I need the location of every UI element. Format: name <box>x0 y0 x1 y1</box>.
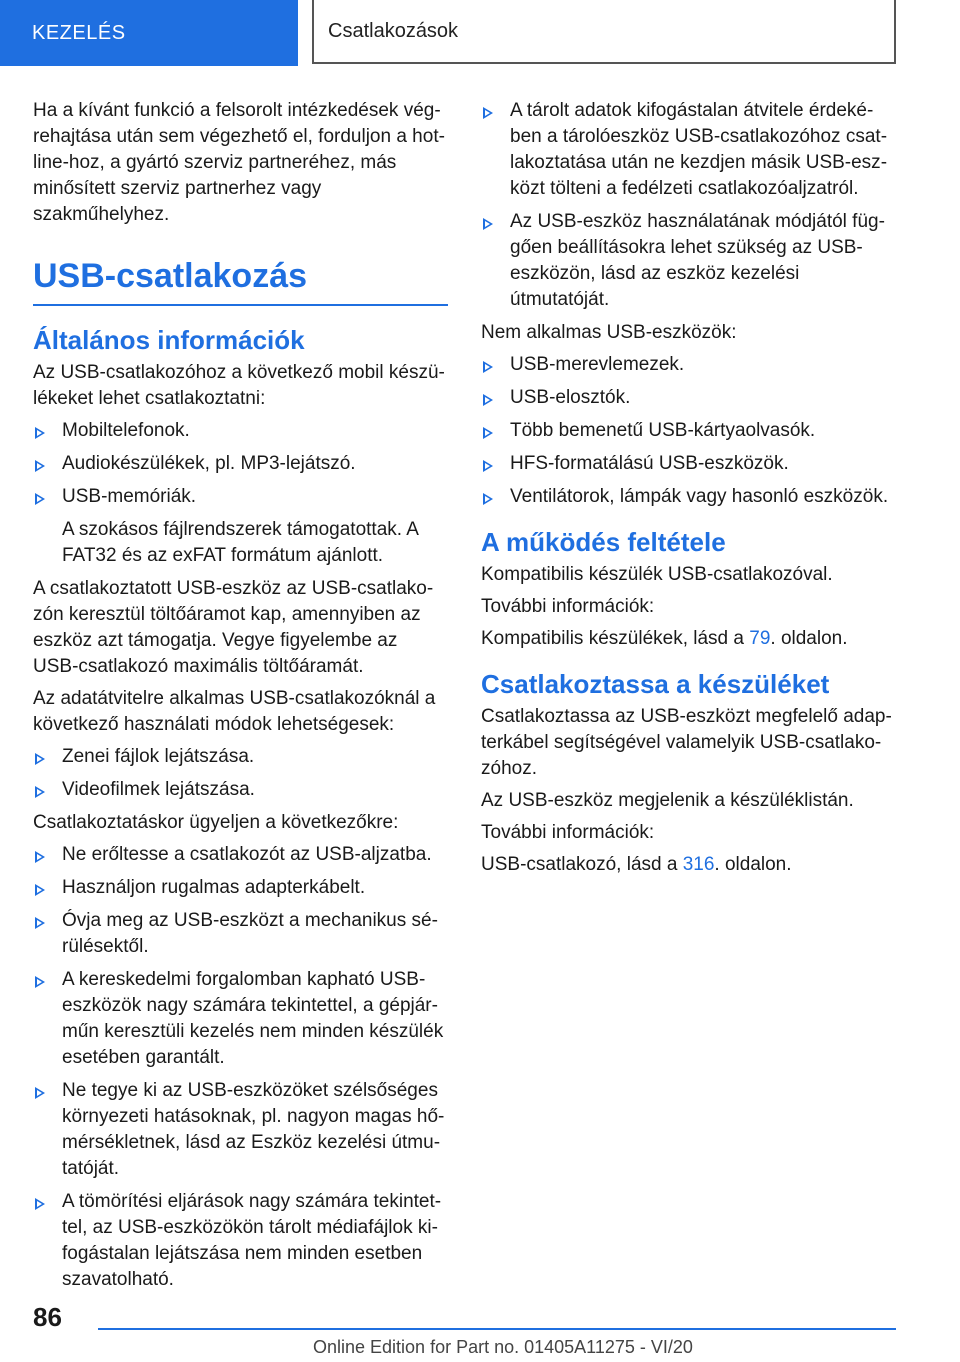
list-item <box>481 451 896 477</box>
requirement-text: Kompatibilis készülék USB-csatlakozóval. <box>481 564 833 585</box>
list-item-text: USB-merevlemezek. <box>510 354 685 375</box>
page-link-316[interactable]: 316 <box>682 854 715 875</box>
notes-list <box>33 842 448 1293</box>
unsuitable-paragraph: Nem alkalmas USB-eszközök: <box>481 322 737 343</box>
triangle-bullet-icon <box>483 107 493 119</box>
page-number: 86 <box>33 1302 62 1332</box>
list-item <box>481 352 896 378</box>
list-item-text: USB-memóriák. <box>62 486 197 507</box>
triangle-bullet-icon <box>35 1198 45 1210</box>
list-item-text: Videofilmek lejátszása. <box>62 779 255 800</box>
reference-text: USB-csatlakozó, lásd a <box>481 854 683 875</box>
triangle-bullet-icon <box>35 1087 45 1099</box>
list-item <box>33 744 448 770</box>
list-item <box>481 418 896 444</box>
triangle-bullet-icon <box>35 460 45 472</box>
list-item-text: Több bemenetű USB-kártyaolvasók. <box>510 420 816 441</box>
triangle-bullet-icon <box>35 786 45 798</box>
list-item-text: Zenei fájlok lejátszása. <box>62 746 255 767</box>
page-header <box>0 0 960 66</box>
connect-text: Csatlakoztassa az USB-eszközt megfelelő adapterkábel segítségével valamelyik USB-csatlakozóhoz. <box>481 706 892 779</box>
list-item <box>33 967 448 1071</box>
list-item <box>33 418 448 444</box>
requirement-reference <box>481 626 896 652</box>
connect-heading: Csatlakoztassa a készüléket <box>481 669 830 699</box>
list-item-text: A tárolt adatok kifogástalan átvitele érdekében a tárolóeszköz USB-csatlakozóhoz csatlakoztatása után ne kezdjen másik USB-eszközt tölteni a fedélzeti csatlakozóaljzatról. <box>510 100 888 199</box>
general-info-heading: Általános információk <box>33 325 305 355</box>
list-item-text: Ne tegye ki az USB-eszközöket szélsőséges környezeti hatásoknak, pl. nagyon magas hőmérsékletnek, lásd az Eszköz kezelési útmutatóját. <box>62 1080 445 1179</box>
list-item-text: Ventilátorok, lámpák vagy hasonló eszközök. <box>510 486 889 507</box>
triangle-bullet-icon <box>35 851 45 863</box>
unsuitable-list <box>481 352 896 510</box>
transfer-notes-list <box>481 98 896 313</box>
list-item-text: A tömörítési eljárások nagy számára tekintettel, az USB-eszközökön tárolt médiafájlok kifogástalan lejátszása nem minden esetben szavatolható. <box>62 1191 442 1290</box>
reference-suffix: . oldalon. <box>770 628 848 649</box>
charging-paragraph: A csatlakoztatott USB-eszköz az USB-csatlakozón keresztül töltőáramot kap, amennyiben az eszköz azt támogatja. Vegye figyelembe az USB-csatlakozó maximális töltőáramát. <box>33 578 434 677</box>
reference-text: Kompatibilis készülékek, lásd a <box>481 628 750 649</box>
device-list <box>33 418 448 510</box>
list-item <box>481 484 896 510</box>
triangle-bullet-icon <box>35 976 45 988</box>
left-column <box>33 98 448 1300</box>
list-item-text: Használjon rugalmas adapterkábelt. <box>62 877 366 898</box>
list-item <box>481 98 896 202</box>
triangle-bullet-icon <box>483 493 493 505</box>
triangle-bullet-icon <box>483 394 493 406</box>
list-item <box>33 777 448 803</box>
connect-more-label: További információk: <box>481 822 655 843</box>
edition-footer: Online Edition for Part no. 01405A11275 - VI/20 <box>313 1337 693 1357</box>
connect-reference <box>481 852 896 878</box>
reference-suffix: . oldalon. <box>714 854 792 875</box>
list-item <box>481 385 896 411</box>
requirement-heading: A működés feltétele <box>481 527 726 557</box>
triangle-bullet-icon <box>35 917 45 929</box>
chapter-title: Csatlakozások <box>312 0 896 64</box>
list-item-text: A kereskedelmi forgalomban kapható USB-eszközök nagy számára tekintettel, a gépjárműn keresztüli kezelés nem minden készülék esetében garantált. <box>62 969 444 1068</box>
section-tab: KEZELÉS <box>0 0 298 66</box>
page-link-79[interactable]: 79 <box>749 628 771 649</box>
list-item <box>33 484 448 510</box>
modes-list <box>33 744 448 803</box>
list-item <box>33 1078 448 1182</box>
list-item-text: HFS-formatálású USB-eszközök. <box>510 453 789 474</box>
list-item-text: Ne erőltesse a csatlakozót az USB-aljzatba. <box>62 844 432 865</box>
filesystem-note: A szokásos fájlrendszerek támogatottak. A FAT32 és az exFAT formátum ajánlott. <box>62 519 418 566</box>
footer-divider <box>98 1328 896 1330</box>
requirement-more-label: További információk: <box>481 596 655 617</box>
triangle-bullet-icon <box>483 460 493 472</box>
list-item-text: USB-elosztók. <box>510 387 631 408</box>
intro-paragraph: Ha a kívánt funkció a felsorolt intézkedések végrehajtása után sem végezhető el, forduljon a hotline-hoz, a gyártó szerviz partneréhez, más minősített szerviz partnerhez vagy szakműhelyhez. <box>33 100 445 225</box>
section-heading: USB-csatlakozás <box>33 256 448 306</box>
list-item <box>33 1189 448 1293</box>
list-item-text: Mobiltelefonok. <box>62 420 190 441</box>
triangle-bullet-icon <box>35 493 45 505</box>
list-item <box>33 842 448 868</box>
triangle-bullet-icon <box>483 218 493 230</box>
triangle-bullet-icon <box>483 361 493 373</box>
triangle-bullet-icon <box>35 884 45 896</box>
list-item <box>33 875 448 901</box>
modes-paragraph: Az adatátvitelre alkalmas USB-csatlakozóknál a következő használati módok lehetségesek: <box>33 688 436 735</box>
general-info-text: Az USB-csatlakozóhoz a következő mobil készülékeket lehet csatlakoztatni: <box>33 362 445 409</box>
triangle-bullet-icon <box>35 753 45 765</box>
list-item-text: Audiokészülékek, pl. MP3-lejátszó. <box>62 453 356 474</box>
notes-paragraph: Csatlakoztatáskor ügyeljen a következőkre: <box>33 812 399 833</box>
list-item-text: Az USB-eszköz használatának módjától függően beállításokra lehet szükség az USB-eszközön, lásd az eszköz kezelési útmutatóját. <box>510 211 885 310</box>
connect-list-note: Az USB-eszköz megjelenik a készüléklistán. <box>481 790 854 811</box>
list-item-text: Óvja meg az USB-eszközt a mechanikus sérülésektől. <box>62 910 438 957</box>
list-item <box>33 451 448 477</box>
list-item <box>481 209 896 313</box>
list-item <box>33 908 448 960</box>
triangle-bullet-icon <box>483 427 493 439</box>
triangle-bullet-icon <box>35 427 45 439</box>
right-column <box>481 98 896 884</box>
